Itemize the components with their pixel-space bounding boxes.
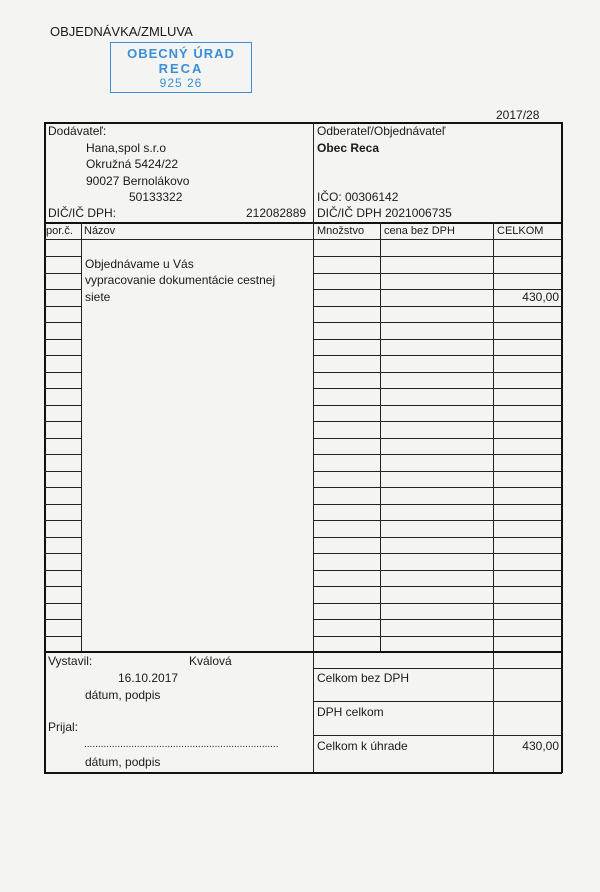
row-line-left bbox=[44, 256, 81, 257]
customer-label: Odberateľ/Objednávateľ bbox=[317, 124, 446, 138]
item-total: 430,00 bbox=[522, 290, 559, 304]
total-to-pay-value: 430,00 bbox=[522, 739, 559, 753]
row-line-left bbox=[44, 339, 81, 340]
issue-date: 16.10.2017 bbox=[118, 671, 179, 685]
customer-dic: DIČ/IČ DPH 2021006735 bbox=[317, 206, 452, 220]
row-line-right bbox=[313, 454, 562, 455]
office-stamp bbox=[110, 42, 252, 93]
row-line-left bbox=[44, 438, 81, 439]
supplier-city: 90027 Bernolákovo bbox=[86, 174, 190, 188]
row-line-left bbox=[44, 636, 81, 637]
row-line-right bbox=[313, 603, 562, 604]
row-line-left bbox=[44, 619, 81, 620]
stamp-line-2: RECA bbox=[158, 61, 204, 76]
supplier-dic-value: 212082889 bbox=[246, 206, 307, 220]
row-line-left bbox=[44, 388, 81, 389]
date-signature-caption-1: dátum, podpis bbox=[85, 688, 161, 702]
row-line-left bbox=[44, 289, 81, 290]
date-signature-caption-2: dátum, podpis bbox=[85, 755, 161, 769]
row-line-right bbox=[313, 537, 562, 538]
row-line-right bbox=[313, 355, 562, 356]
row-line-left bbox=[44, 372, 81, 373]
supplier-name: Hana,spol s.r.o bbox=[86, 141, 167, 155]
row-line-left bbox=[44, 454, 81, 455]
supplier-ico: 50133322 bbox=[129, 190, 183, 204]
row-line-left bbox=[44, 471, 81, 472]
row-line-right bbox=[313, 438, 562, 439]
row-line-right bbox=[313, 306, 562, 307]
signature-dotted-line: ...................................................................... bbox=[84, 739, 279, 750]
prijal-label: Prijal: bbox=[48, 720, 79, 734]
row-line-left bbox=[44, 487, 81, 488]
row-line-left bbox=[44, 306, 81, 307]
row-line-left bbox=[44, 603, 81, 604]
total-without-vat-label: Celkom bez DPH bbox=[317, 671, 410, 685]
row-line-left bbox=[44, 273, 81, 274]
row-line-left bbox=[44, 537, 81, 538]
column-header-nazov: Názov bbox=[84, 225, 116, 237]
vystavil-label: Vystavil: bbox=[48, 654, 93, 668]
row-line-left bbox=[44, 520, 81, 521]
row-line-left bbox=[44, 421, 81, 422]
vat-total-label: DPH celkom bbox=[317, 705, 384, 719]
row-line-right bbox=[313, 256, 562, 257]
row-line-right bbox=[313, 372, 562, 373]
row-line-right bbox=[313, 520, 562, 521]
column-header-por: por.č. bbox=[46, 225, 73, 237]
row-line-left bbox=[44, 570, 81, 571]
total-to-pay-label: Celkom k úhrade bbox=[317, 739, 408, 753]
item-description-line-2: vypracovanie dokumentácie cestnej bbox=[85, 273, 276, 287]
item-description-line-1: Objednávame u Vás bbox=[85, 257, 194, 271]
supplier-dic-label: DIČ/IČ DPH: bbox=[48, 206, 117, 220]
row-line-right bbox=[313, 504, 562, 505]
row-line-left bbox=[44, 553, 81, 554]
vystavil-name: Kválová bbox=[189, 654, 232, 668]
document-title: OBJEDNÁVKA/ZMLUVA bbox=[50, 24, 193, 39]
row-line-right bbox=[313, 322, 562, 323]
row-line-right bbox=[313, 471, 562, 472]
stamp-line-3: 925 26 bbox=[159, 76, 203, 90]
row-line-right bbox=[313, 586, 562, 587]
row-line-right bbox=[313, 421, 562, 422]
row-line-right bbox=[313, 553, 562, 554]
column-header-celkom: CELKOM bbox=[497, 225, 544, 237]
row-line-left bbox=[44, 405, 81, 406]
row-line-right bbox=[313, 487, 562, 488]
supplier-street: Okružná 5424/22 bbox=[86, 157, 179, 171]
row-line-right bbox=[313, 388, 562, 389]
column-header-cena: cena bez DPH bbox=[384, 225, 455, 237]
column-header-mnozstvo: Množstvo bbox=[317, 225, 365, 237]
document-number: 2017/28 bbox=[496, 108, 540, 122]
row-line-left bbox=[44, 586, 81, 587]
row-line-right bbox=[313, 636, 562, 637]
supplier-label: Dodávateľ: bbox=[48, 124, 107, 138]
customer-name: Obec Reca bbox=[317, 141, 380, 155]
row-line-right bbox=[313, 405, 562, 406]
row-line-left bbox=[44, 322, 81, 323]
row-line-left bbox=[44, 504, 81, 505]
row-line-left bbox=[44, 355, 81, 356]
row-line-right bbox=[313, 339, 562, 340]
customer-ico: IČO: 00306142 bbox=[317, 190, 399, 204]
row-line-right bbox=[313, 273, 562, 274]
item-description-line-3: siete bbox=[85, 290, 111, 304]
row-line-right bbox=[313, 619, 562, 620]
row-line-right bbox=[313, 570, 562, 571]
stamp-line-1: OBECNÝ ÚRAD bbox=[127, 46, 235, 61]
